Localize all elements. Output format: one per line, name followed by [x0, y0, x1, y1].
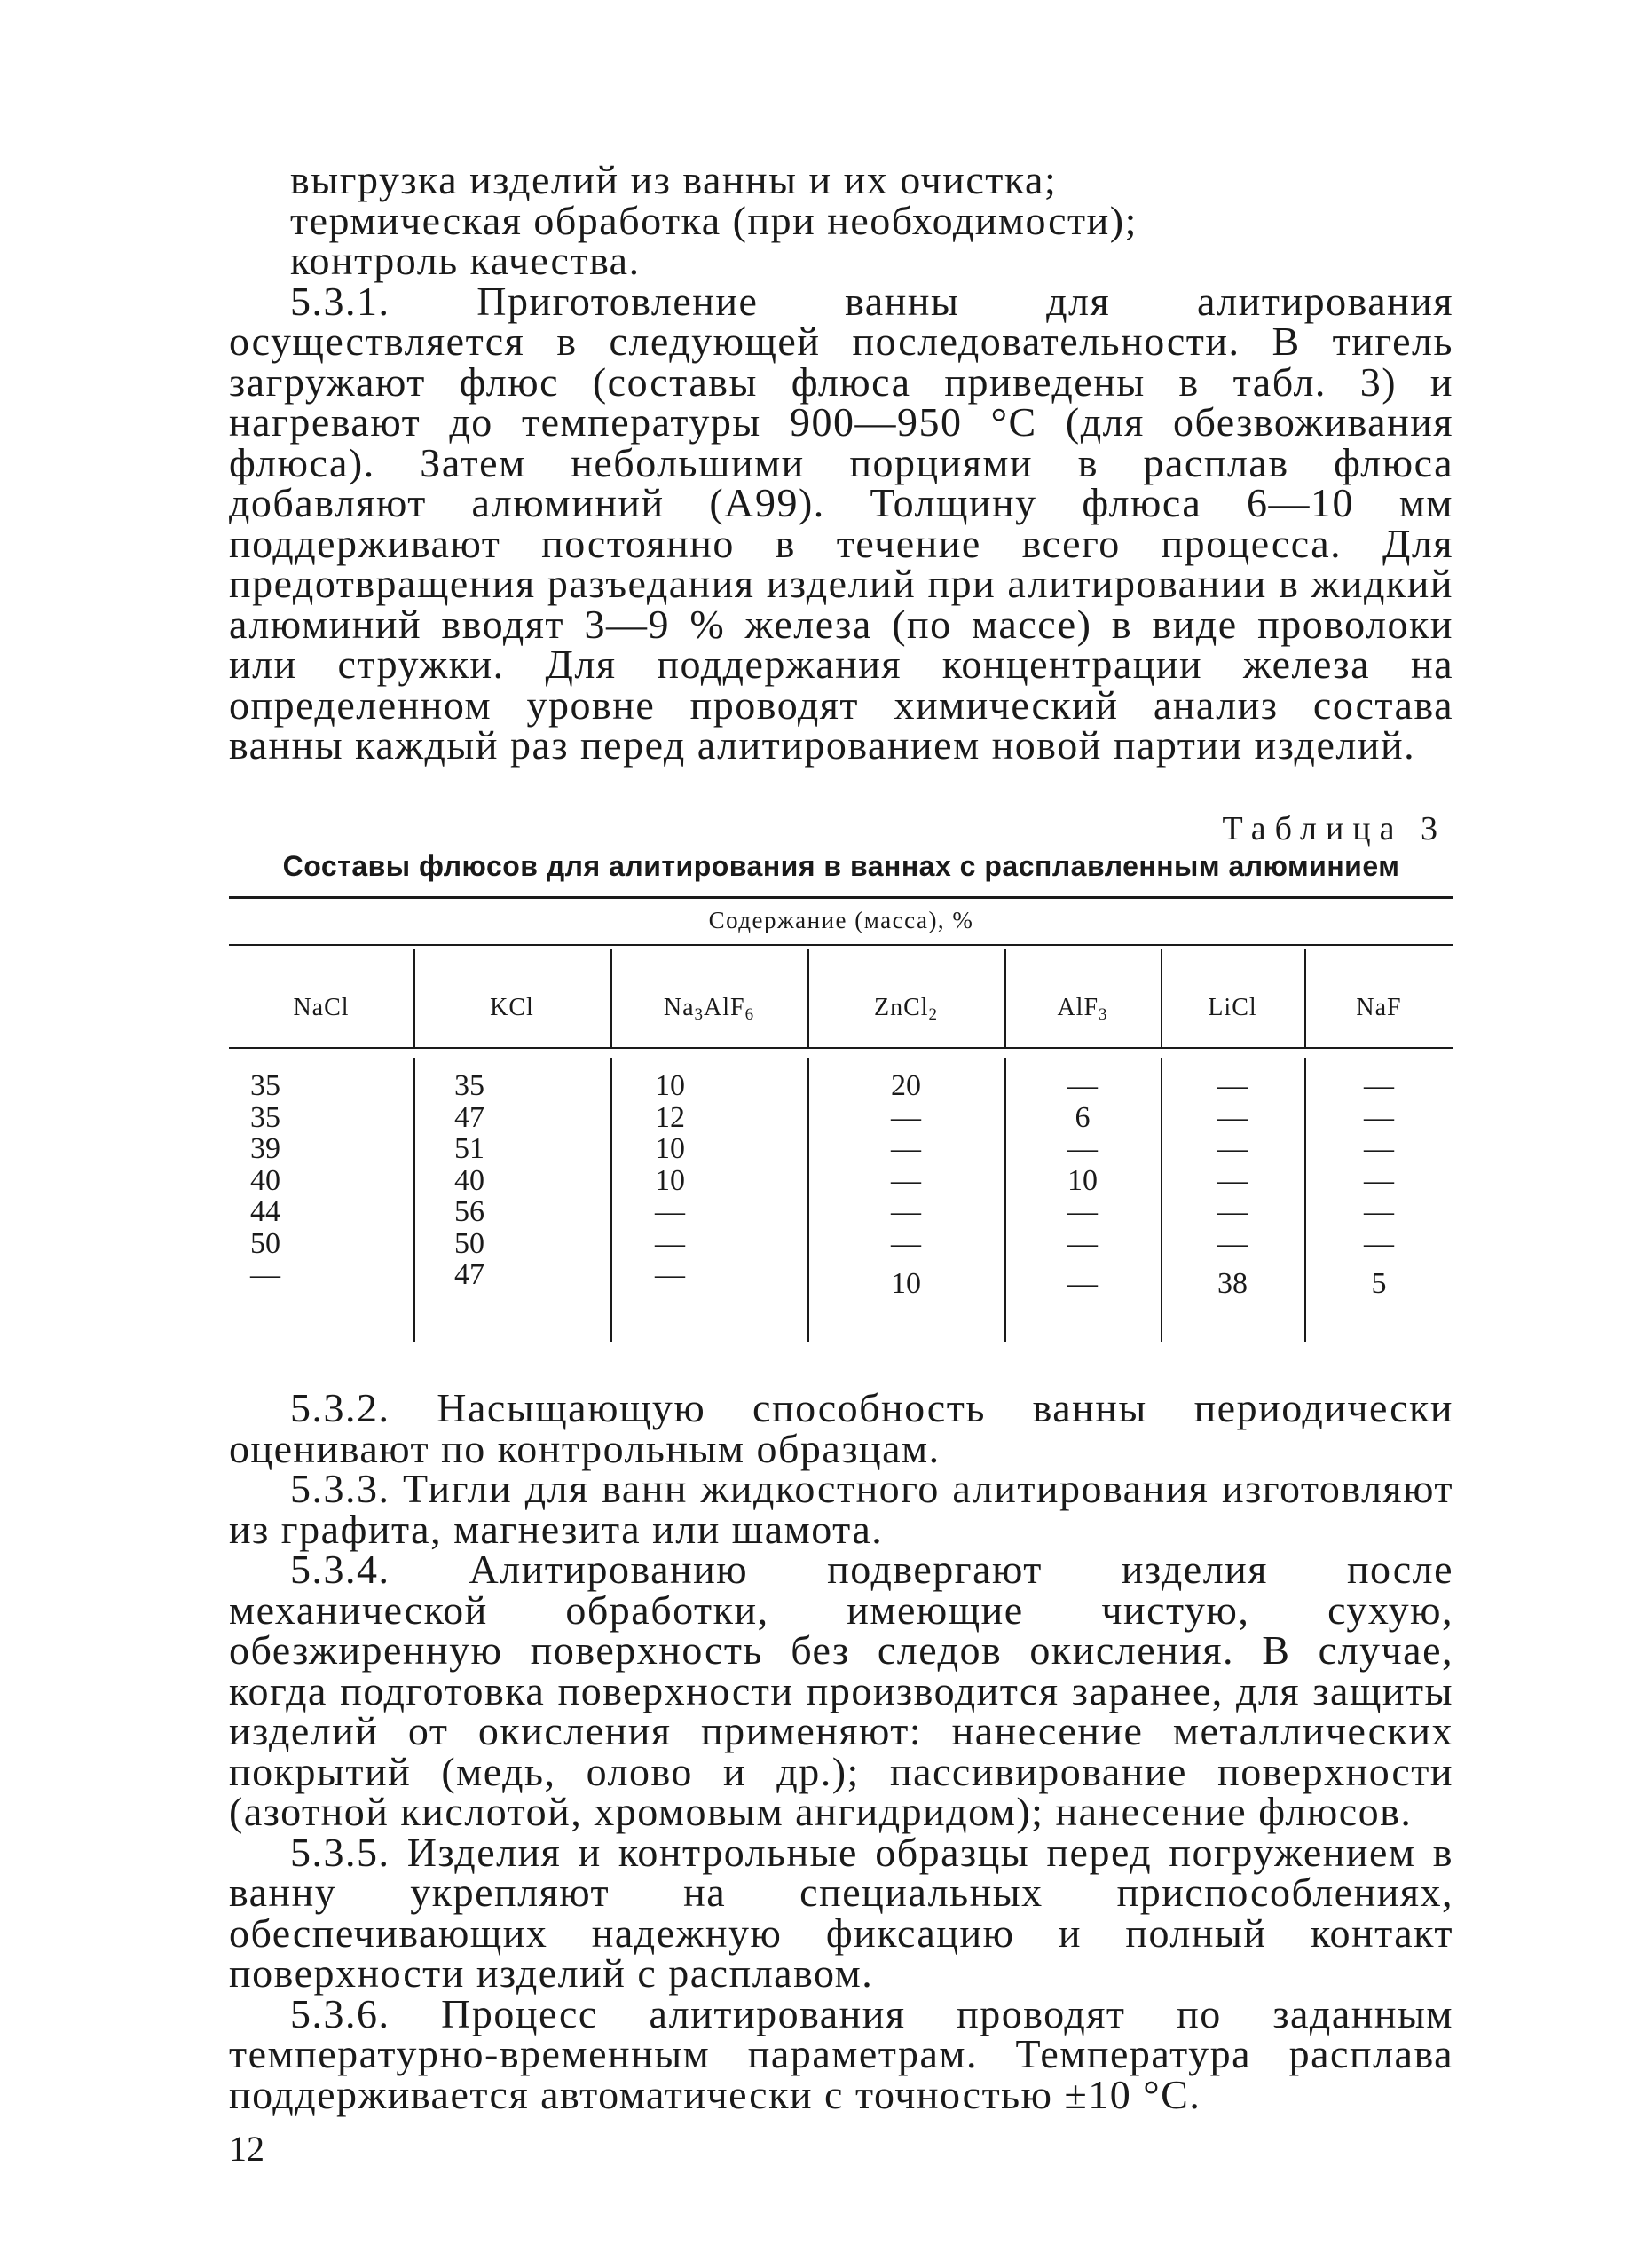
table-cell: 10 [655, 1069, 685, 1102]
table-cell: 50 [454, 1226, 484, 1260]
table-group-header: Содержание (масса), % [708, 907, 974, 933]
table-cell: — [1217, 1195, 1248, 1228]
table-cell: 44 [250, 1195, 280, 1228]
table-cell: 5 [1371, 1267, 1387, 1300]
column-header-alf3: AlF$_3$ [1057, 994, 1108, 1024]
table-cell: — [891, 1163, 921, 1197]
column-header-zncl2: ZnCl$_2$ [873, 994, 939, 1024]
table-cell: — [655, 1226, 685, 1260]
table-cell: 35 [250, 1100, 280, 1134]
paragraph-5-3-2: 5.3.2. Насыщающую способность ванны периодически оценивают по контрольным образцам. [229, 1385, 1453, 1471]
table-cell: — [1364, 1163, 1394, 1197]
table-cell: 50 [250, 1226, 280, 1260]
list-line: контроль качества. [290, 238, 641, 283]
table-cell: 47 [454, 1100, 484, 1134]
table-cell: 10 [1067, 1163, 1098, 1197]
table-cell: 40 [454, 1163, 484, 1197]
table-cell: — [1067, 1132, 1098, 1165]
table-cell: — [655, 1195, 685, 1228]
table-cell: — [891, 1132, 921, 1165]
table-cell: 39 [250, 1132, 280, 1165]
table-cell: — [1364, 1195, 1394, 1228]
table-number: Таблица 3 [1222, 810, 1446, 847]
table-cell: — [1067, 1069, 1098, 1102]
table-cell: — [1067, 1226, 1098, 1260]
table-cell: 12 [655, 1100, 685, 1134]
column-header-na3alf6: $Na_3AlF_6$ [663, 994, 755, 1024]
column-header-naf: NaF [1356, 994, 1402, 1021]
body-divider [413, 1058, 415, 1342]
text-block-bottom [229, 1385, 1453, 2117]
paragraph-5-3-1: 5.3.1. Приготовление ванны для алитирования осуществляется в следующей последовательности. В тигель загружают флюс (составы флюса приведены в табл. 3) и нагревают до температуры 900—950 °С (для обезвоживания флюса). Затем небольшими порциями в расплав флюса добавляют алюминий (А99). Толщину флюса 6—10 мм поддерживают постоянно в течение всего процесса. Для предотвращения разъедания изделий при алитировании в жидкий алюминий вводят 3—9 % железа (по массе) в виде проволоки или стружки. Для поддержания концентрации железа на определенном уровне проводят химический анализ состава ванны каждый раз перед алитированием новой партии изделий. [229, 278, 1453, 768]
table-cell: — [1364, 1069, 1394, 1102]
table-cell: — [1067, 1195, 1098, 1228]
table-cell: — [891, 1100, 921, 1134]
table-cell: — [891, 1226, 921, 1260]
table-cell: — [1217, 1069, 1248, 1102]
table-cell: 35 [454, 1069, 484, 1102]
table-top-rule [229, 896, 1453, 899]
text-block-top [229, 157, 1453, 768]
column-header-nacl: NaCl [293, 994, 350, 1021]
table-cell: — [1364, 1132, 1394, 1165]
table-cell: — [655, 1258, 685, 1291]
table-cell: 51 [454, 1132, 484, 1165]
list-line: выгрузка изделий из ванны и их очистка; [290, 157, 1058, 202]
table-title: Составы флюсов для алитирования в ваннах с расплавленным алюминием [282, 850, 1400, 882]
table-cell: — [1364, 1226, 1394, 1260]
table-cell: — [1364, 1100, 1394, 1134]
paragraph-5-3-6: 5.3.6. Процесс алитирования проводят по заданным температурно-временным параметрам. Температура расплава поддерживается автоматически с точностью ±10 °С. [229, 1990, 1453, 2117]
table-cell: 56 [454, 1195, 484, 1228]
table-cell: 6 [1075, 1100, 1091, 1134]
column-header-kcl: KCl [490, 994, 534, 1021]
table-header-rule [229, 1047, 1453, 1049]
page-number: 12 [229, 2129, 264, 2169]
paragraph-5-3-3: 5.3.3. Тигли для ванн жидкостного алитирования изготовляют из графита, магнезита или шамота. [229, 1466, 1453, 1552]
table-cell: 35 [250, 1069, 280, 1102]
column-header-licl: LiCl [1208, 994, 1257, 1021]
paragraph-5-3-5: 5.3.5. Изделия и контрольные образцы перед погружением в ванну укрепляют на специальных приспособлениях, обеспечивающих надежную фиксацию и полный контакт поверхности изделий с расплавом. [229, 1829, 1453, 1996]
table-cell: 10 [655, 1163, 685, 1197]
table-cell: — [1217, 1163, 1248, 1197]
table-group-rule [229, 944, 1453, 946]
table-cell: — [891, 1195, 921, 1228]
table-cell: 40 [250, 1163, 280, 1197]
table-cell: — [250, 1258, 280, 1291]
list-line: термическая обработка (при необходимости); [290, 197, 1138, 243]
table-cell: — [1217, 1226, 1248, 1260]
table-cell: 47 [454, 1258, 484, 1291]
table-cell: — [1067, 1267, 1098, 1300]
table-cell: 20 [891, 1069, 921, 1102]
table-cell: 38 [1217, 1267, 1248, 1300]
table-cell: — [1217, 1132, 1248, 1165]
body-divider [610, 1058, 612, 1342]
paragraph-5-3-4: 5.3.4. Алитированию подвергают изделия после механической обработки, имеющие чистую, сухую, обезжиренную поверхность без следов окисления. В случае, когда подготовка поверхности производится заранее, для защиты изделий от окисления применяют: нанесение металлических покрытий (медь, олово и др.); пассивирование поверхности (азотной кислотой, хромовым ангидридом); нанесение флюсов. [229, 1547, 1453, 1834]
table-cell: 10 [891, 1267, 921, 1300]
table-cell: 10 [655, 1132, 685, 1165]
table-cell: — [1217, 1100, 1248, 1134]
